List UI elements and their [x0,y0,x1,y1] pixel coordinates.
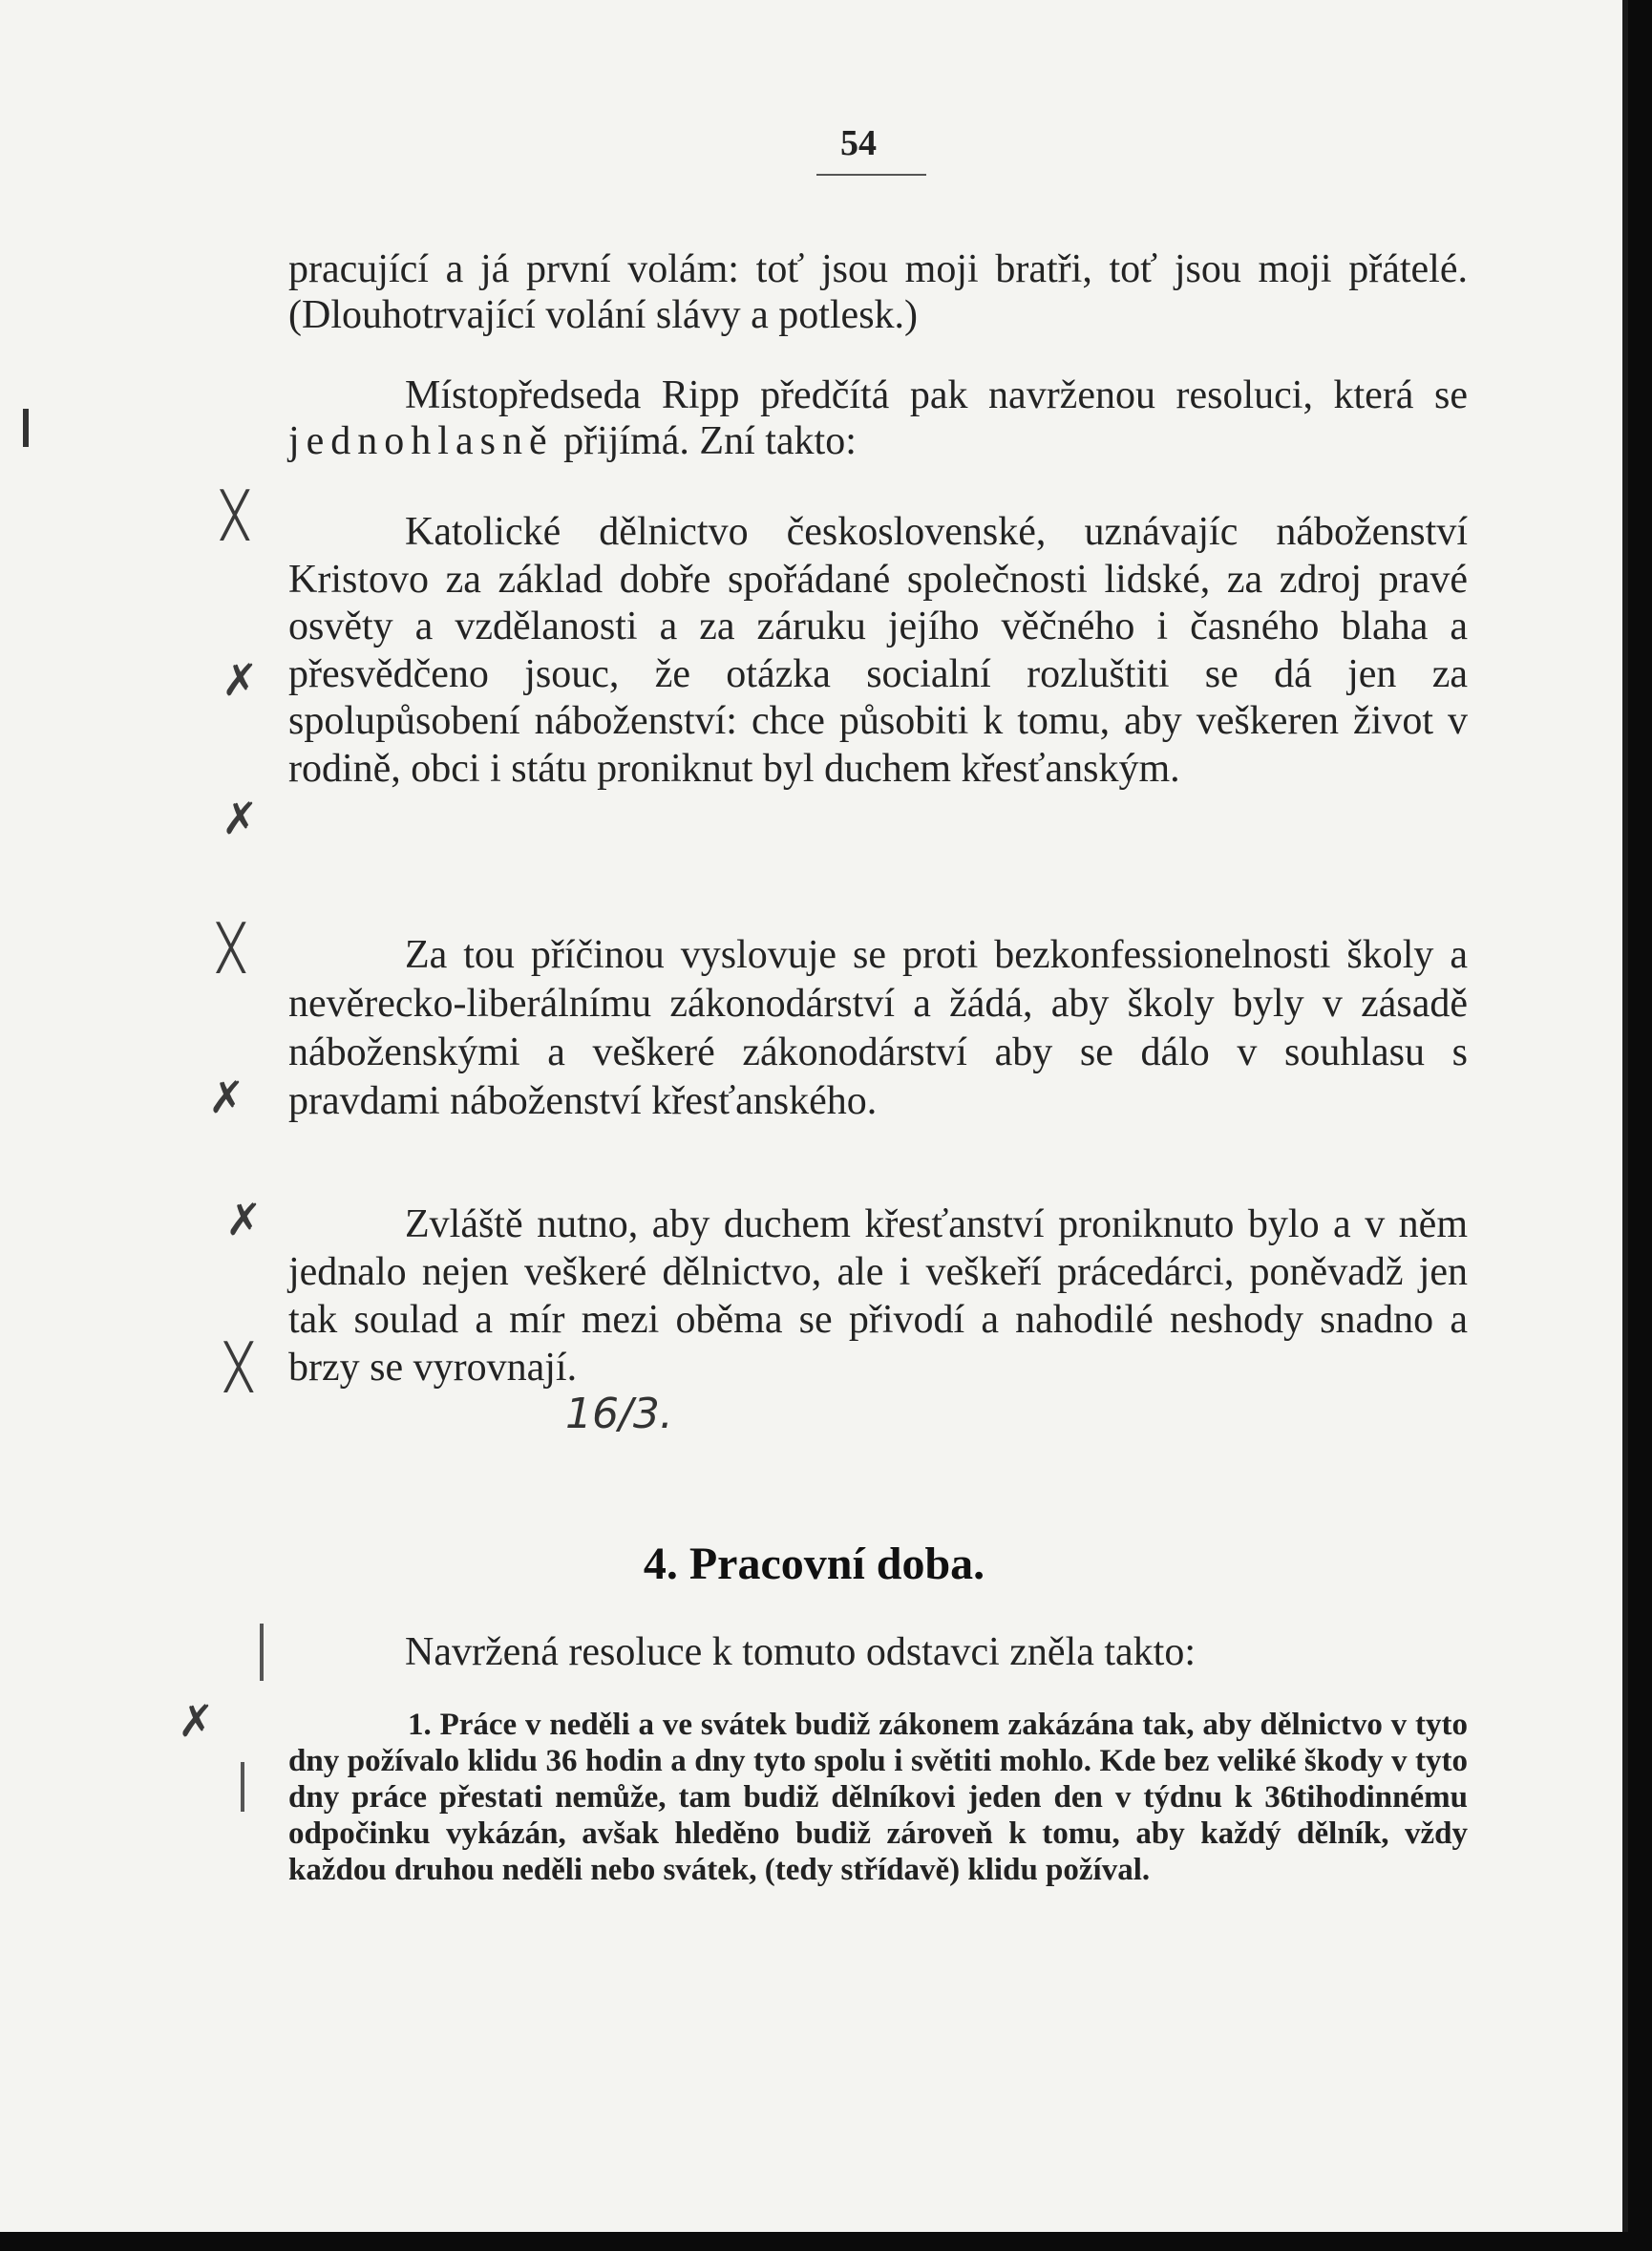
paragraph-2-end: přijímá. Zní takto: [553,419,857,463]
margin-cross-mark: ✗ [208,1072,245,1123]
margin-cross-mark: ✗ [222,654,259,706]
margin-scan-mark [23,409,29,447]
margin-cross-mark: ✗ [225,1194,263,1245]
paragraph-2-spaced-word: jednohlasně [288,419,554,463]
paragraph-2 [288,372,1468,464]
page-number: 54 [840,123,877,163]
resolution-intro: Navržená resoluce k tomuto odstavci zněla takto: [405,1630,1197,1674]
margin-cross-mark: ╳ [225,1341,252,1392]
margin-pencil-line [260,1624,264,1681]
resolution-item-1: 1. Práce v neděli a ve svátek budiž zákonem zakázána tak, aby dělnictvo v tyto dny požívalo klidu 36 hodin a dny tyto spolu i světiti mohlo. Kde bez veliké škody v tyto dny práce přestati nemůže, tam budiž dělníkovi jeden den v týdnu k 36tihodinnému odpočinku vykázán, avšak hleděno budiž zároveň k tomu, aby každý dělník, vždy každou druhou neděli nebo svátek, (tedy střídavě) klidu požíval. [288,1708,1468,1887]
paragraph-2-start: Místopředseda Ripp předčítá pak navrženou resoluci, která se [405,373,1468,417]
margin-cross-mark: ✗ [178,1695,215,1747]
margin-pencil-line [241,1762,244,1812]
paragraph-1: pracující a já první volám: toť jsou moji bratři, toť jsou moji přátelé. (Dlouhotrvající volání slávy a potlesk.) [288,247,1468,337]
margin-cross-mark: ✗ [222,793,259,844]
resolution-paragraph-3: Zvláště nutno, aby duchem křesťanství proniknuto bylo a v něm jednalo nejen veškeré dělnictvo, ale i veškeří prácedárci, poněvadž jen tak soulad a mír mezi oběma se přivodí a nahodilé neshody snadno a brzy se vyrovnají. [288,1202,1468,1390]
margin-cross-mark: ╳ [222,489,248,541]
resolution-paragraph-1: Katolické dělnictvo československé, uznávajíc náboženství Kristovo za základ dobře spořádané společnosti lidské, za zdroj pravé osvěty a vzdělanosti a za záruku jejího věčného i časného blaha a přesvědčeno jsouc, že otázka socialní rozluštiti se dá jen za spolupůsobení náboženství: chce působiti k tomu, aby veškeren život v rodině, obci i státu proniknut byl duchem křesťanským. [288,510,1468,791]
margin-cross-mark: ╳ [218,922,244,973]
handwritten-note: 16/3. [565,1390,673,1438]
section-heading: 4. Pracovní doba. [643,1539,985,1589]
page-number-rule [816,174,926,176]
resolution-paragraph-2: Za tou příčinou vyslovuje se proti bezkonfessionelnosti školy a nevěrecko-liberálnímu zákonodárství a žádá, aby školy byly v zásadě náboženskými a veškeré zákonodárství aby se dálo v souhlasu s pravdami náboženství křesťanského. [288,933,1468,1123]
